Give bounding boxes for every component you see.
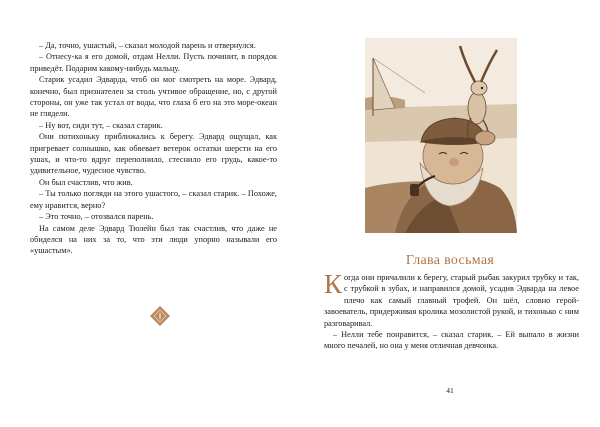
page-number: 41 <box>446 386 454 395</box>
diamond-ornament-icon <box>150 306 170 326</box>
paragraph: – Нелли тебе понравится, – сказал старик. – Ей выпало в жизни много печалей, но она у меня отличная девчонка. <box>324 330 579 351</box>
paragraph <box>324 269 579 329</box>
paragraph: – Это точно, – отозвался парень. <box>39 212 154 222</box>
paragraph: Старик усадил Эдварда, чтоб он мог смотреть на море. Эдвард, конечно, был признателен за столь учтивое обращение, но, с другой стороны, он уже так устал от воды, что глаза б его на это море-океан не глядели. <box>30 75 277 119</box>
paragraph: – Да, точно, ушастый, – сказал молодой парень и отвернулся. <box>39 41 256 50</box>
chapter-title: Глава восьмая <box>405 253 495 268</box>
paragraph: – Отнесу-ка я его домой, отдам Нелли. Пусть починит, в порядок приведёт. Подарим какому-нибудь мальцу. <box>30 52 277 73</box>
paragraph: Они потихоньку приближались к берегу. Эдвард ощущал, как пригревает солнышко, как обвевает ветерок остатки шерсти на его ушах, и что-то вдруг переполнило, стеснило его грудь, какое-то удивительное, чудесное чувство. <box>30 132 277 176</box>
illustration-fisherman-with-rabbit <box>365 38 517 233</box>
paragraph: – Ну вот, сиди тут, – сказал старик. <box>39 120 163 130</box>
left-page-text <box>30 40 277 257</box>
dropcap-letter: К <box>324 269 343 299</box>
right-page-text <box>324 269 579 352</box>
paragraph: – Ты только погляди на этого ушастого, – сказал старик. – Похоже, ему нравится, верно? <box>30 189 277 210</box>
paragraph-text: огда они причалили к берегу, старый рыбак закурил трубку и так, с трубкой в зубах, и направился домой, усадив Эдварда на левое плечо как самый главный трофей. Он шёл, словно герой-завоеватель, придерживая кролика мозолистой рукой, и тихонько с ним разговаривал. <box>324 273 579 328</box>
right-page <box>300 0 600 427</box>
paragraph: На самом деле Эдвард Тюлейн был так счастлив, что даже не обиделся на них за то, что эти люди упорно называли его «ушастым». <box>30 223 277 256</box>
paragraph: Он был счастлив, что жив. <box>39 177 133 187</box>
